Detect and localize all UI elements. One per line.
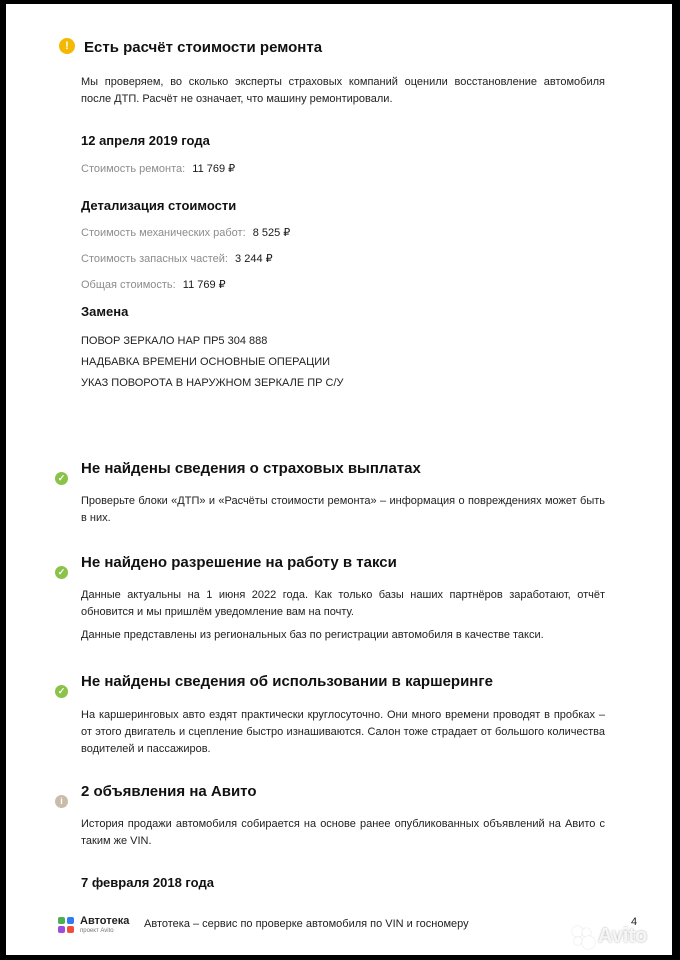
details-label: Стоимость механических работ: xyxy=(81,227,246,239)
repair-section-title: Есть расчёт стоимости ремонта xyxy=(84,39,323,56)
repair-date: 12 апреля 2019 года xyxy=(81,133,210,148)
check-icon: ✓ xyxy=(55,472,68,485)
repair-cost-row xyxy=(81,162,235,175)
report-page xyxy=(6,4,672,955)
insurance-section-title: Не найдены сведения о страховых выплатах xyxy=(81,460,421,477)
replacement-item: УКАЗ ПОВОРОТА В НАРУЖНОМ ЗЕРКАЛЕ ПР С/У xyxy=(81,377,344,389)
avito-listing-date: 7 февраля 2018 года xyxy=(81,875,214,890)
details-row xyxy=(81,226,290,239)
logo-name: Автотека xyxy=(80,915,130,927)
info-icon: i xyxy=(55,795,68,808)
details-row xyxy=(81,278,226,291)
taxi-section-title: Не найдено разрешение на работу в такси xyxy=(81,554,397,571)
insurance-section-description: Проверьте блоки «ДТП» и «Расчёты стоимости ремонта» – информация о повреждениях может быть в них. xyxy=(81,495,605,524)
details-row xyxy=(81,252,273,265)
carsharing-section-title: Не найдены сведения об использовании в каршеринге xyxy=(81,673,493,690)
details-value: 8 525 ₽ xyxy=(252,227,291,239)
check-icon: ✓ xyxy=(55,566,68,579)
page-number: 4 xyxy=(631,916,638,928)
logo-subtitle: проект Avito xyxy=(80,928,114,934)
repair-section-description: Мы проверяем, во сколько эксперты страховых компаний оценили восстановление автомобиля после ДТП. Расчёт не означает, что машину ремонтировали. xyxy=(81,76,605,105)
autoteka-logo xyxy=(58,916,129,934)
repair-cost-label: Стоимость ремонта: xyxy=(81,163,186,175)
replacement-item: ПОВОР ЗЕРКАЛО НАР ПР5 304 888 xyxy=(81,335,268,347)
avito-watermark xyxy=(572,925,647,948)
autoteka-logo-icon xyxy=(58,917,74,933)
avito-dots-icon xyxy=(572,926,594,948)
warning-icon: ! xyxy=(59,38,75,54)
taxi-section-paragraph: Данные актуальны на 1 июня 2022 года. Как только базы наших партнёров заработают, отчёт обновится и мы пришлём уведомление вам на почту. xyxy=(81,589,605,618)
footer-text: Автотека – сервис по проверке автомобиля по VIN и госномеру xyxy=(144,918,469,930)
carsharing-section-description: На каршеринговых авто ездят практически круглосуточно. Они много времени проводят в пробках – от этого двигатель и сцепление быстро изнашиваются. Салон тоже страдает от большого количества водителей и пассажиров. xyxy=(81,709,605,755)
details-label: Стоимость запасных частей: xyxy=(81,253,228,265)
avito-section-title: 2 объявления на Авито xyxy=(81,783,257,800)
details-label: Общая стоимость: xyxy=(81,279,176,291)
details-value: 3 244 ₽ xyxy=(235,253,273,265)
watermark-text: Avito xyxy=(598,925,648,947)
taxi-section-paragraph: Данные представлены из региональных баз по регистрации автомобиля в качестве такси. xyxy=(81,629,544,641)
details-title: Детализация стоимости xyxy=(81,198,237,213)
avito-section-description: История продажи автомобиля собирается на основе ранее опубликованных объявлений на Авито с таким же VIN. xyxy=(81,818,605,847)
replacement-item: НАДБАВКА ВРЕМЕНИ ОСНОВНЫЕ ОПЕРАЦИИ xyxy=(81,356,331,368)
details-value: 11 769 ₽ xyxy=(182,279,226,291)
repair-cost-value: 11 769 ₽ xyxy=(192,163,236,175)
replacement-title: Замена xyxy=(81,304,129,319)
check-icon: ✓ xyxy=(55,685,68,698)
